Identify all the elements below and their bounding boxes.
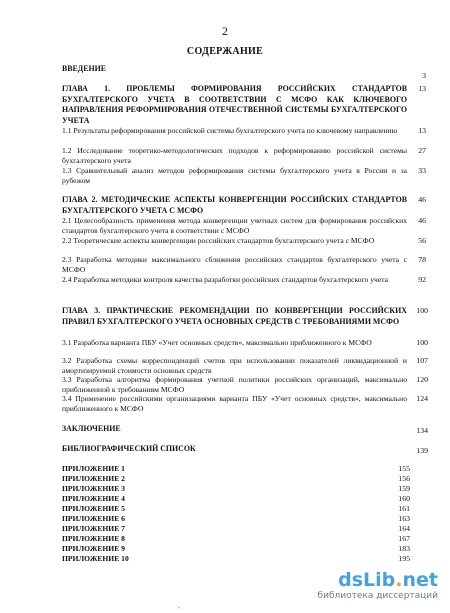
toc-entry-3-1: 3.1 Разработка варианта ПБУ «Учет основных средств», максимально приближенного к МСФО xyxy=(62,338,372,347)
toc-page-chapter-1: 13 xyxy=(418,84,426,93)
appendix-page: 155 xyxy=(398,464,410,473)
toc-entry-2-1: 2.1 Целесообразность применения метода конвергенции учетных систем для формирования российских стандартов бухгалтерского учета в соответствии с МСФО xyxy=(62,216,407,235)
toc-entry-chapter-3: ГЛАВА 3. ПРАКТИЧЕСКИЕ РЕКОМЕНДАЦИИ ПО КОНВЕРГЕНЦИИ РОССИЙСКИХ ПРАВИЛ БУХГАЛТЕРСКОГО УЧЕТА ОСНОВНЫХ СРЕДСТВ С ТРЕБОВАНИЯМИ МСФО xyxy=(62,306,407,326)
page-number: 2 xyxy=(222,24,228,38)
toc-page-3-2: 107 xyxy=(416,356,428,365)
appendix-page: 195 xyxy=(398,554,410,563)
appendix-label: ПРИЛОЖЕНИЕ 2 xyxy=(62,474,125,483)
toc-entry-2-2: 2.2 Теоретические аспекты конвергенции российских стандартов бухгалтерского учета с МСФО xyxy=(62,236,375,245)
toc-entry-1-3: 1.3 Сравнительный анализ методов реформирования системы бухгалтерского учета в России и за рубежом xyxy=(62,166,407,185)
appendix-page: 163 xyxy=(398,514,410,523)
appendix-page: 164 xyxy=(398,524,410,533)
toc-entry-2-3: 2.3 Разработка методики максимального сближения российских стандартов бухгалтерского учета с МСФО xyxy=(62,255,407,274)
toc-page-chapter-2: 46 xyxy=(418,195,426,204)
toc-page-2-1: 46 xyxy=(418,216,426,225)
appendix-label: ПРИЛОЖЕНИЕ 4 xyxy=(62,494,125,503)
toc-entry-1-1: 1.1 Результаты реформирования российской системы бухгалтерского учета по ключевому направлению xyxy=(62,126,398,135)
toc-entry-3-3: 3.3 Разработка алгоритма формирования учетной политики российских организаций, максимально приближенной к требованиям МСФО xyxy=(62,375,407,394)
toc-page-3-3: 120 xyxy=(416,375,428,384)
appendix-label: ПРИЛОЖЕНИЕ 8 xyxy=(62,534,125,543)
appendix-page: 161 xyxy=(398,504,410,513)
appendix-label: ПРИЛОЖЕНИЕ 10 xyxy=(62,554,129,563)
toc-page-1-2: 27 xyxy=(418,146,426,155)
toc-page-2-3: 78 xyxy=(418,255,426,264)
watermark xyxy=(288,569,438,603)
toc-entry-3-2: 3.2 Разработка схемы корреспонденций счетов при использовании показателей ликвидационной и амортизируемой стоимости основных средств xyxy=(62,356,407,375)
appendix-label: ПРИЛОЖЕНИЕ 5 xyxy=(62,504,125,513)
toc-page-3-4: 124 xyxy=(416,394,428,403)
toc-page-2-4: 92 xyxy=(418,275,426,284)
appendix-label: ПРИЛОЖЕНИЕ 1 xyxy=(62,464,125,473)
footer-mark: , xyxy=(178,602,180,610)
toc-page-chapter-3: 100 xyxy=(416,306,428,315)
toc-entry-chapter-2: ГЛАВА 2. МЕТОДИЧЕСКИЕ АСПЕКТЫ КОНВЕРГЕНЦИИ РОССИЙСКИХ СТАНДАРТОВ БУХГАЛТЕРСКОГО УЧЕТА С МСФО xyxy=(62,195,407,215)
appendix-label: ПРИЛОЖЕНИЕ 9 xyxy=(62,544,125,553)
toc-page-1-3: 33 xyxy=(418,166,426,175)
toc-page-intro: 3 xyxy=(422,71,426,80)
toc-entry-2-4: 2.4 Разработка методики контроля качества разработки российских стандартов бухгалтерского учета xyxy=(62,275,388,284)
watermark-logo-main: dsLib xyxy=(338,569,396,591)
appendix-page: 167 xyxy=(398,534,410,543)
toc-entry-3-4: 3.4 Применение российскими организациями варианта ПБУ «Учет основных средств», максимально приближенного к МСФО xyxy=(62,394,407,413)
page-title: СОДЕРЖАНИЕ xyxy=(186,46,264,57)
appendix-label: ПРИЛОЖЕНИЕ 6 xyxy=(62,514,125,523)
toc-entry-chapter-1: ГЛАВА 1. ПРОБЛЕМЫ ФОРМИРОВАНИЯ РОССИЙСКИХ СТАНДАРТОВ БУХГАЛТЕРСКОГО УЧЕТА В СООТВЕТСТВИИ С МСФО КАК КЛЮЧЕВОГО НАПРАВЛЕНИЯ РЕФОРМИРОВАНИЯ ОТЕЧЕСТВЕННОЙ СИСТЕМЫ БУХГАЛТЕРСКОГО УЧЕТА xyxy=(62,84,407,125)
toc-page-conclusion: 134 xyxy=(416,426,428,435)
toc-page-bibliography: 139 xyxy=(416,446,428,455)
toc-entry-1-2: 1.2 Исследование теоретико-методологических подходов к реформированию российской системы бухгалтерского учета xyxy=(62,146,407,165)
appendix-page: 159 xyxy=(398,484,410,493)
watermark-subtitle: библиотека диссертаций xyxy=(317,591,438,601)
toc-page-2-2: 56 xyxy=(418,236,426,245)
toc-page-1-1: 13 xyxy=(418,126,426,135)
watermark-logo xyxy=(338,569,438,591)
watermark-logo-tld: net xyxy=(402,569,438,591)
appendix-label: ПРИЛОЖЕНИЕ 7 xyxy=(62,524,125,533)
appendix-label: ПРИЛОЖЕНИЕ 3 xyxy=(62,484,125,493)
toc-page-3-1: 100 xyxy=(416,338,428,347)
appendix-page: 183 xyxy=(398,544,410,553)
toc-entry-conclusion: ЗАКЛЮЧЕНИЕ xyxy=(62,424,121,433)
appendix-page: 156 xyxy=(398,474,410,483)
toc-entry-bibliography: БИБЛИОГРАФИЧЕСКИЙ СПИСОК xyxy=(62,444,196,453)
appendix-page: 160 xyxy=(398,494,410,503)
watermark-logo-dot: . xyxy=(395,569,403,591)
toc-entry-intro: ВВЕДЕНИЕ xyxy=(62,64,107,73)
